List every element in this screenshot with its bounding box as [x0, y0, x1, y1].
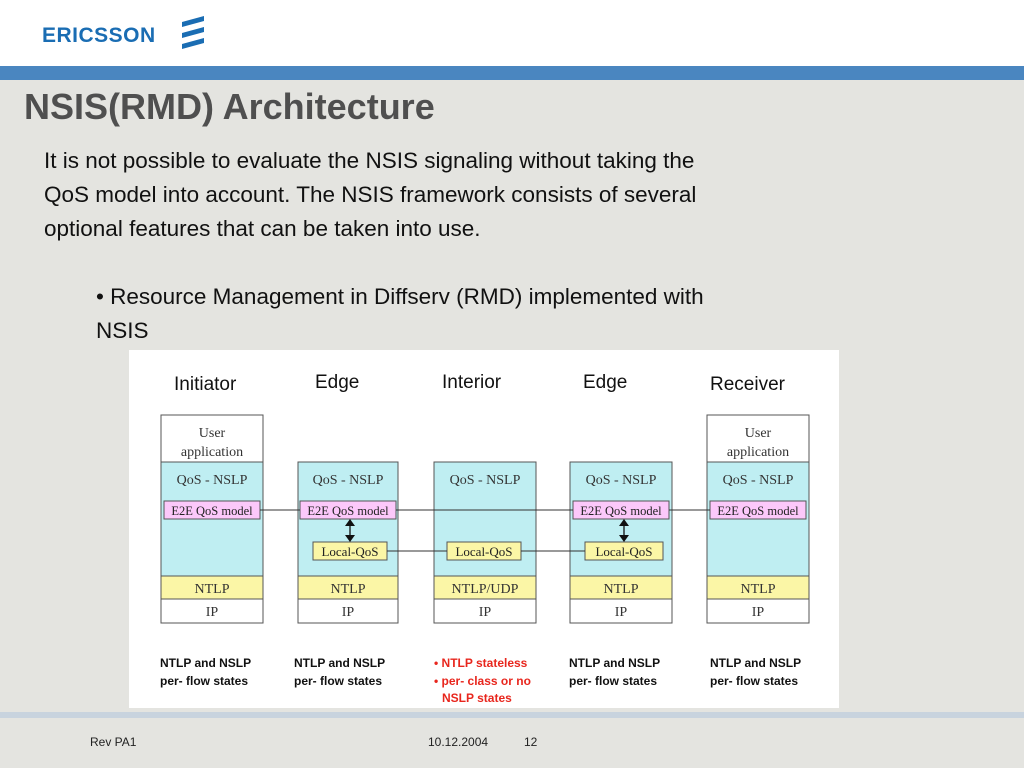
receiver-stack: [707, 415, 809, 623]
user-app-line2-initiator: application: [180, 445, 244, 460]
note-edge-1-line1: NTLP and NSLP: [294, 656, 386, 670]
header-accent-bar: [0, 66, 1024, 80]
note-edge-1-line2: per- flow states: [294, 674, 383, 688]
user-app-line1-initiator: User: [198, 426, 226, 441]
col-heading-initiator: Initiator: [174, 374, 237, 395]
footer-date: 10.12.2004: [428, 735, 489, 749]
qos-nslp-label-receiver: QoS - NSLP: [722, 473, 794, 488]
local-qos-label-interior: Local-QoS: [455, 544, 513, 559]
intro-line-3: optional features that can be taken into use.: [44, 216, 481, 241]
footer-page-number: 12: [524, 735, 538, 749]
e2e-label-edge-2: E2E QoS model: [580, 504, 662, 518]
ntlp-udp-label-interior: NTLP/UDP: [451, 582, 519, 597]
qos-nslp-label-edge-2: QoS - NSLP: [585, 473, 657, 488]
slide-title: NSIS(RMD) Architecture: [24, 86, 435, 127]
edge-1-stack: [298, 462, 398, 623]
col-heading-receiver: Receiver: [710, 374, 785, 395]
intro-text: [44, 144, 884, 246]
ntlp-label-initiator: NTLP: [194, 582, 230, 597]
e2e-label-initiator: E2E QoS model: [171, 504, 253, 518]
architecture-diagram: [129, 350, 839, 708]
ntlp-label-edge-2: NTLP: [603, 582, 639, 597]
ip-label-initiator: IP: [205, 605, 219, 620]
note-interior-line3: NSLP states: [442, 691, 512, 705]
ip-label-receiver: IP: [751, 605, 765, 620]
bullet-text: [96, 280, 886, 348]
bullet-line-1: • Resource Management in Diffserv (RMD) implemented with: [96, 284, 704, 309]
col-heading-interior: Interior: [442, 372, 502, 393]
footer-divider: [0, 712, 1024, 718]
qos-nslp-label-edge-1: QoS - NSLP: [312, 473, 384, 488]
intro-line-2: QoS model into account. The NSIS framework consists of several: [44, 182, 697, 207]
user-app-line2-receiver: application: [726, 445, 790, 460]
local-qos-label-edge-1: Local-QoS: [321, 544, 379, 559]
e2e-label-edge-1: E2E QoS model: [307, 504, 389, 518]
note-receiver-line2: per- flow states: [710, 674, 799, 688]
note-edge-2-line1: NTLP and NSLP: [569, 656, 661, 670]
interior-stack: [434, 462, 536, 623]
qos-nslp-label-initiator: QoS - NSLP: [176, 473, 248, 488]
ip-label-edge-2: IP: [614, 605, 628, 620]
qos-nslp-label-interior: QoS - NSLP: [449, 473, 521, 488]
note-edge-2-line2: per- flow states: [569, 674, 658, 688]
note-initiator-line2: per- flow states: [160, 674, 249, 688]
col-heading-edge-1: Edge: [315, 372, 360, 393]
user-app-line1-receiver: User: [744, 426, 772, 441]
note-receiver-line1: NTLP and NSLP: [710, 656, 802, 670]
note-initiator-line1: NTLP and NSLP: [160, 656, 252, 670]
ericsson-logo-text: ERICSSON: [42, 24, 156, 47]
edge-2-stack: [570, 462, 672, 623]
intro-line-1: It is not possible to evaluate the NSIS signaling without taking the: [44, 148, 695, 173]
note-interior-line1: • NTLP stateless: [434, 656, 528, 670]
footer-revision: Rev PA1: [90, 735, 137, 749]
ip-label-edge-1: IP: [341, 605, 355, 620]
e2e-label-receiver: E2E QoS model: [717, 504, 799, 518]
ntlp-label-receiver: NTLP: [740, 582, 776, 597]
col-heading-edge-2: Edge: [583, 372, 628, 393]
ntlp-label-edge-1: NTLP: [330, 582, 366, 597]
initiator-stack: [161, 415, 263, 623]
ericsson-logo-icon: [178, 16, 208, 50]
architecture-svg: [129, 350, 839, 708]
ip-label-interior: IP: [478, 605, 492, 620]
bullet-line-2: NSIS: [96, 318, 149, 343]
local-qos-label-edge-2: Local-QoS: [595, 544, 653, 559]
note-interior-line2: • per- class or no: [434, 674, 531, 688]
